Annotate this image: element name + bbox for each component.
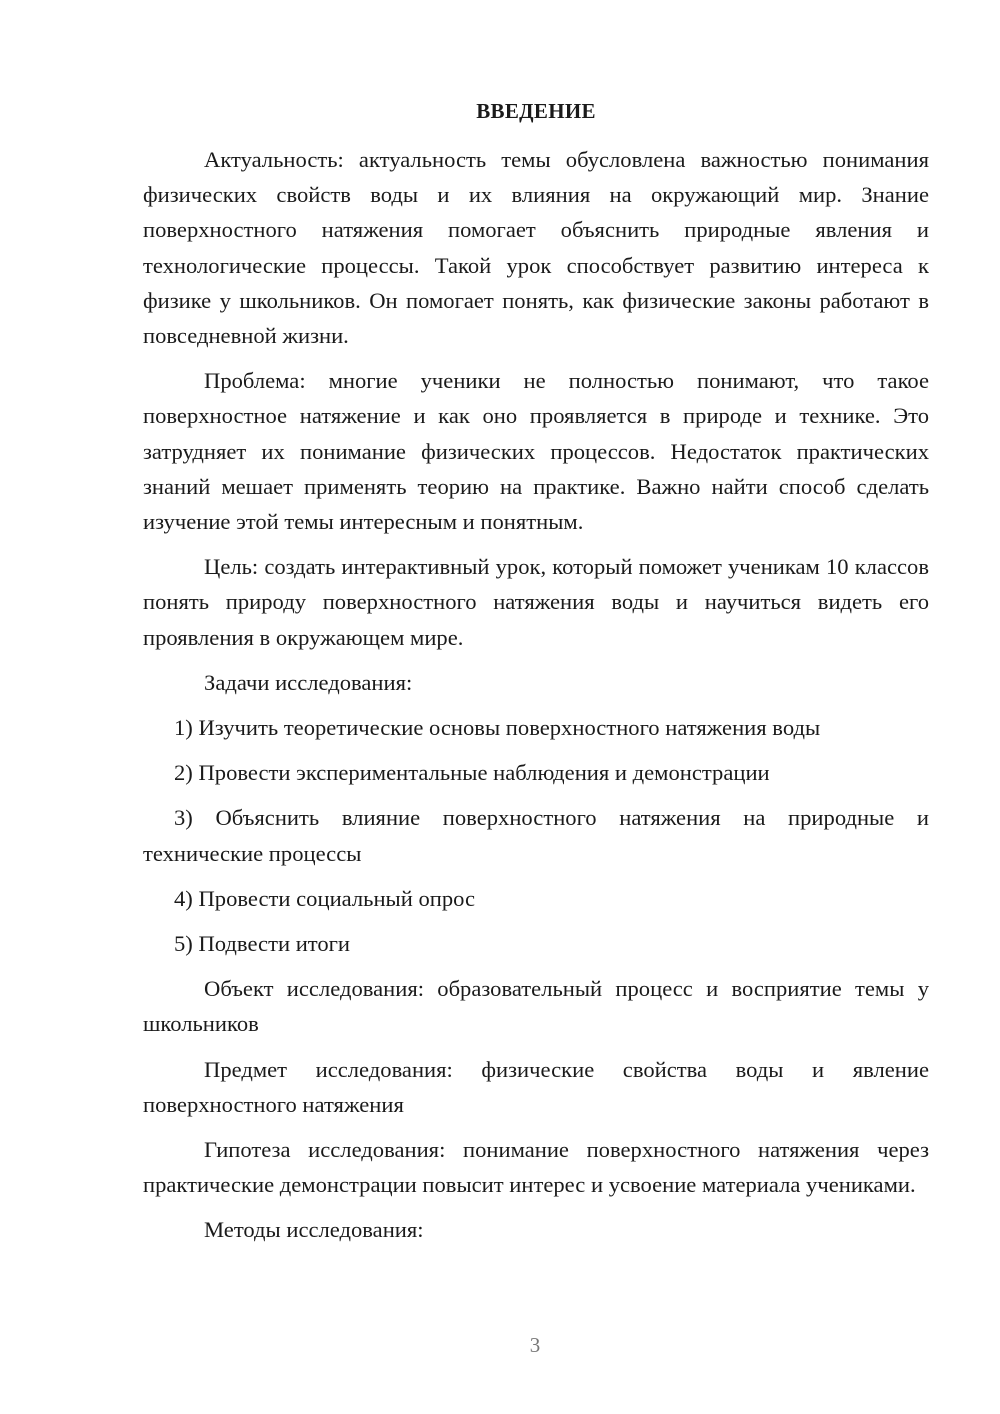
section-title: ВВЕДЕНИЕ	[476, 99, 596, 123]
task-item: 4) Провести социальный опрос	[174, 885, 476, 911]
tasks-heading: Задачи исследования:	[204, 669, 413, 695]
methods-heading: Методы исследования:	[204, 1217, 424, 1243]
task-item: 3) Объяснить влияние поверхностного натяжения на природные и технические процессы	[143, 805, 929, 866]
hypothesis-paragraph: Гипотеза исследования: понимание поверхностного натяжения через практические демонстрации повысит интерес и усвоение материала учениками.	[143, 1137, 929, 1198]
task-item: 5) Подвести итоги	[174, 931, 351, 957]
goal-paragraph: Цель: создать интерактивный урок, который поможет ученикам 10 классов понять природу поверхностного натяжения воды и научиться видеть его проявления в окружающем мире.	[143, 554, 929, 650]
subject-paragraph: Предмет исследования: физические свойства воды и явление поверхностного натяжения	[143, 1056, 929, 1117]
relevance-paragraph: Актуальность: актуальность темы обусловлена важностью понимания физических свойств воды и их влияния на окружающий мир. Знание поверхностного натяжения помогает объяснить природные явления и технологические процессы. Такой урок способствует развитию интереса к физике у школьников. Он помогает понять, как физические законы работают в повседневной жизни.	[143, 147, 929, 349]
document-page	[143, 96, 929, 1258]
task-item: 2) Провести экспериментальные наблюдения и демонстрации	[174, 760, 770, 786]
object-paragraph: Объект исследования: образовательный процесс и восприятие темы у школьников	[143, 976, 929, 1037]
page-number: 3	[529, 1333, 541, 1357]
problem-paragraph: Проблема: многие ученики не полностью понимают, что такое поверхностное натяжение и как оно проявляется в природе и технике. Это затрудняет их понимание физических процессов. Недостаток практических знаний мешает применять теорию на практике. Важно найти способ сделать изучение этой темы интересным и понятным.	[143, 368, 929, 535]
task-item: 1) Изучить теоретические основы поверхностного натяжения воды	[174, 715, 821, 741]
